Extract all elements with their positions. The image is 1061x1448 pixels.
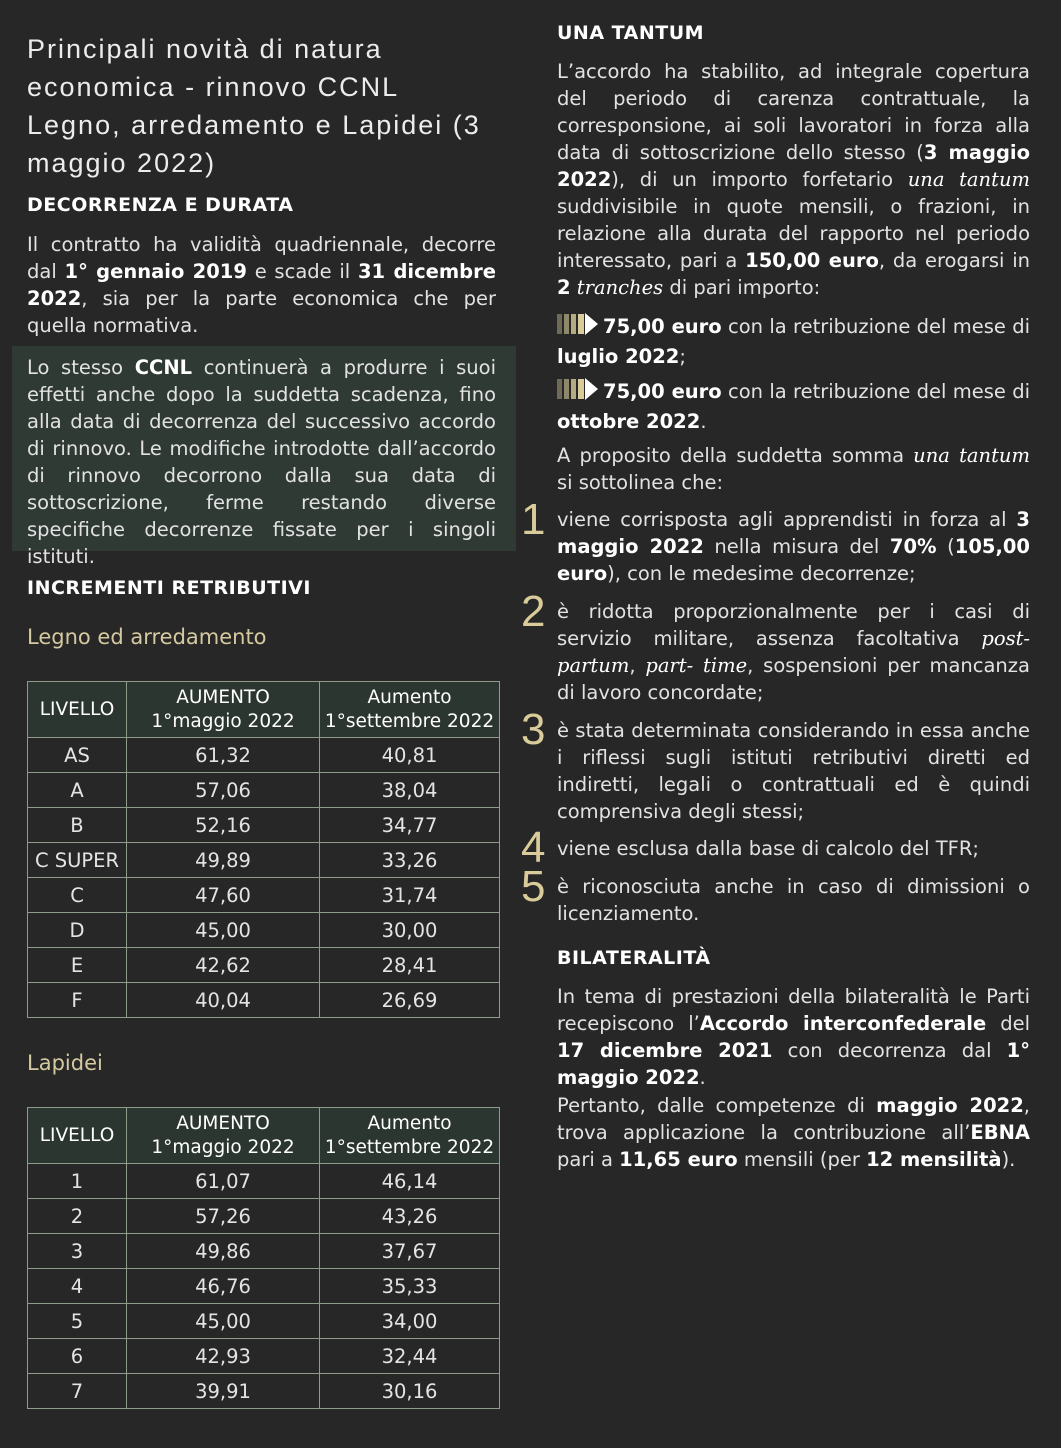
cell-settembre: 26,69 bbox=[320, 983, 500, 1018]
cell-livello: C SUPER bbox=[28, 843, 127, 878]
col-livello: LIVELLO bbox=[28, 682, 127, 738]
cell-settembre: 30,16 bbox=[320, 1374, 500, 1409]
cell-maggio: 61,07 bbox=[127, 1164, 320, 1199]
cell-settembre: 35,33 bbox=[320, 1269, 500, 1304]
cell-settembre: 37,67 bbox=[320, 1234, 500, 1269]
table-row bbox=[28, 843, 500, 878]
col-livello: LIVELLO bbox=[28, 1108, 127, 1164]
cell-livello: 4 bbox=[28, 1269, 127, 1304]
una-tantum-text: L’accordo ha stabilito, ad integrale copertura del periodo di carenza contrattuale, la corresponsione, ai soli lavoratori in forza alla data di sottoscrizione dello stesso (3 maggio 2022), di un importo forfetario una tantum suddivisibile in quote mensili, o frazioni, in relazione alla durata del rapporto nel periodo interessato, pari a 150,00 euro, da erogarsi in 2 tranches di pari importo: bbox=[557, 60, 1030, 299]
cell-settembre: 33,26 bbox=[320, 843, 500, 878]
lapidei-table bbox=[27, 1107, 500, 1409]
table-row bbox=[28, 1199, 500, 1234]
cell-settembre: 34,77 bbox=[320, 808, 500, 843]
cell-livello: 6 bbox=[28, 1339, 127, 1374]
page-title: Principali novità di natura economica - rinnovo CCNL Legno, arredamento e Lapidei (3 maggio 2022) bbox=[27, 34, 481, 178]
cell-livello: B bbox=[28, 808, 127, 843]
cell-livello: 2 bbox=[28, 1199, 127, 1234]
tranche-item: 75,00 euro con la retribuzione del mese di ottobre 2022. bbox=[557, 377, 1030, 435]
legno-subheading: Legno ed arredamento bbox=[27, 625, 267, 649]
bilateralita-text-2: Pertanto, dalle competenze di maggio 2022, trova applicazione la contribuzione all’EBNA pari a 11,65 euro mensili (per 12 mensilità). bbox=[557, 1094, 1030, 1171]
list-item: è riconosciuta anche in caso di dimissioni o licenziamento. bbox=[557, 875, 1030, 925]
cell-maggio: 45,00 bbox=[127, 913, 320, 948]
cell-maggio: 49,89 bbox=[127, 843, 320, 878]
cell-maggio: 42,62 bbox=[127, 948, 320, 983]
una-tantum-heading: UNA TANTUM bbox=[557, 22, 705, 44]
cell-maggio: 39,91 bbox=[127, 1374, 320, 1409]
table-row bbox=[28, 1164, 500, 1199]
cell-livello: 5 bbox=[28, 1304, 127, 1339]
cell-settembre: 31,74 bbox=[320, 878, 500, 913]
cell-livello: 1 bbox=[28, 1164, 127, 1199]
cell-livello: D bbox=[28, 913, 127, 948]
col-settembre: Aumento 1°settembre 2022 bbox=[320, 1108, 500, 1164]
note-box-text: Lo stesso CCNL continuerà a produrre i suoi effetti anche dopo la suddetta scadenza, fino alla data di decorrenza del successivo accordo di rinnovo. Le modifiche introdotte dall’accordo di rinnovo decorrono dalla sua data di sottoscrizione, ferme restando diverse specifiche decorrenze fissate per i singoli istituti. bbox=[27, 356, 496, 568]
table-row bbox=[28, 1269, 500, 1304]
col-settembre: Aumento 1°settembre 2022 bbox=[320, 682, 500, 738]
number-1: 1 bbox=[521, 495, 546, 544]
list-item: viene corrisposta agli apprendisti in forza al 3 maggio 2022 nella misura del 70% (105,00 euro), con le medesime decorrenze; bbox=[557, 508, 1030, 585]
cell-livello: AS bbox=[28, 738, 127, 773]
table-row bbox=[28, 948, 500, 983]
arrow-bullet-icon bbox=[557, 377, 599, 408]
table-row bbox=[28, 878, 500, 913]
col-maggio: AUMENTO 1°maggio 2022 bbox=[127, 682, 320, 738]
una-tantum-intro: A proposito della suddetta somma una tantum si sottolinea che: bbox=[557, 444, 1030, 494]
list-item: viene esclusa dalla base di calcolo del TFR; bbox=[557, 837, 979, 860]
cell-settembre: 46,14 bbox=[320, 1164, 500, 1199]
cell-maggio: 42,93 bbox=[127, 1339, 320, 1374]
cell-settembre: 34,00 bbox=[320, 1304, 500, 1339]
cell-livello: 3 bbox=[28, 1234, 127, 1269]
decorrenza-heading: DECORRENZA E DURATA bbox=[27, 194, 294, 216]
cell-maggio: 47,60 bbox=[127, 878, 320, 913]
legno-table bbox=[27, 681, 500, 1018]
cell-livello: A bbox=[28, 773, 127, 808]
cell-maggio: 57,26 bbox=[127, 1199, 320, 1234]
cell-livello: F bbox=[28, 983, 127, 1018]
cell-settembre: 28,41 bbox=[320, 948, 500, 983]
lapidei-subheading: Lapidei bbox=[27, 1051, 103, 1075]
cell-settembre: 30,00 bbox=[320, 913, 500, 948]
cell-maggio: 61,32 bbox=[127, 738, 320, 773]
arrow-bullet-icon bbox=[557, 312, 599, 343]
table-row bbox=[28, 773, 500, 808]
cell-maggio: 49,86 bbox=[127, 1234, 320, 1269]
list-item: è ridotta proporzionalmente per i casi di servizio militare, assenza facoltativa post-partum, part- time, sospensioni per mancanza di lavoro concordate; bbox=[557, 600, 1030, 704]
tranche-item: 75,00 euro con la retribuzione del mese di luglio 2022; bbox=[557, 312, 1030, 370]
cell-settembre: 40,81 bbox=[320, 738, 500, 773]
list-item: è stata determinata considerando in essa anche i riflessi sugli istituti retributivi diretti ed indiretti, legali o contrattuali ed è quindi comprensiva degli stessi; bbox=[557, 719, 1030, 823]
cell-maggio: 52,16 bbox=[127, 808, 320, 843]
cell-maggio: 46,76 bbox=[127, 1269, 320, 1304]
table-row bbox=[28, 808, 500, 843]
table-row bbox=[28, 738, 500, 773]
cell-maggio: 40,04 bbox=[127, 983, 320, 1018]
cell-settembre: 32,44 bbox=[320, 1339, 500, 1374]
cell-settembre: 38,04 bbox=[320, 773, 500, 808]
bilateralita-heading: BILATERALITÀ bbox=[557, 947, 711, 969]
number-4: 4 bbox=[521, 823, 546, 872]
cell-livello: 7 bbox=[28, 1374, 127, 1409]
cell-livello: E bbox=[28, 948, 127, 983]
decorrenza-text: Il contratto ha validità quadriennale, decorre dal 1° gennaio 2019 e scade il 31 dicembre 2022, sia per la parte economica che per quella normativa. bbox=[27, 233, 496, 337]
bilateralita-text: In tema di prestazioni della bilateralità le Parti recepiscono l’Accordo interconfederale del 17 dicembre 2021 con decorrenza dal 1° maggio 2022. bbox=[557, 985, 1031, 1089]
table-row bbox=[28, 1339, 500, 1374]
cell-maggio: 57,06 bbox=[127, 773, 320, 808]
table-row bbox=[28, 983, 500, 1018]
cell-livello: C bbox=[28, 878, 127, 913]
table-row bbox=[28, 1374, 500, 1409]
table-row bbox=[28, 913, 500, 948]
number-3: 3 bbox=[521, 705, 546, 754]
number-2: 2 bbox=[521, 587, 546, 636]
table-row bbox=[28, 1304, 500, 1339]
cell-maggio: 45,00 bbox=[127, 1304, 320, 1339]
cell-settembre: 43,26 bbox=[320, 1199, 500, 1234]
incrementi-heading: INCREMENTI RETRIBUTIVI bbox=[27, 577, 311, 599]
number-5: 5 bbox=[521, 862, 546, 911]
col-maggio: AUMENTO 1°maggio 2022 bbox=[127, 1108, 320, 1164]
table-row bbox=[28, 1234, 500, 1269]
